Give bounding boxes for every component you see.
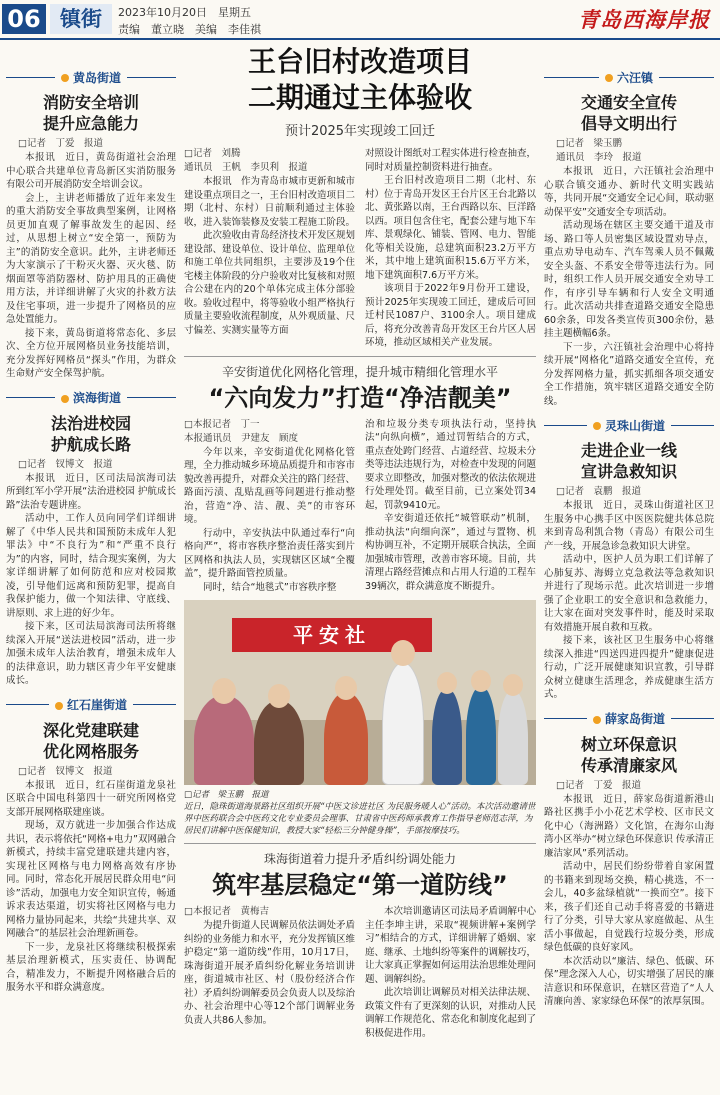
paragraph: 本报讯 作为青岛市城市更新和城市建设重点项目之一，王台旧村改造项目二期（北村、东村）日前顺利通过主体验收，进入装饰装修及安装工程施工阶段。 <box>184 176 356 228</box>
byline: □记者 袁鹏 报道 <box>556 486 641 497</box>
paragraph: 活动中，工作人员向同学们详细讲解了《中华人民共和国预防未成年人犯罪法》中“不良行为”和“严重不良行为”的内容，同时，结合现实案例，为大家详细讲解了如何防范和应对校园欺凌，引导他们远离和预防犯罪，提高自我保护能力，做一个知法律、守底线、讲原则、求上进的好少年。 <box>6 513 176 619</box>
paragraph: 下一步，龙泉社区将继续积极探索基层治理新模式，压实责任、协调配合，精准发力，不断提升网格融合后的服务水平和群众满意度。 <box>6 941 176 993</box>
paragraph: 本报讯 近日，区司法局滨海司法所到红军小学开展“法治进校园 护航成长路”法治专题讲座。 <box>6 472 176 511</box>
district-label: 黄岛街道 <box>6 68 176 86</box>
center-column <box>184 44 536 1095</box>
brief-title: 树立环保意识 传承清廉家风 <box>580 734 677 775</box>
paragraph: 本次活动以“廉洁、绿色、低碳、环保”理念深入人心，切实增强了居民的廉洁意识和环保意识，在辖区营造了“人人清廉向善、家家绿色环保”的浓厚氛围。 <box>544 955 714 1007</box>
brief-title: 消防安全培训 提升应急能力 <box>42 93 139 133</box>
third-story <box>184 843 536 1040</box>
paragraph: 对照设计图纸对工程实体进行检查抽查，同时对质量控制资料进行抽查。 <box>365 148 536 173</box>
news-photo <box>184 600 536 785</box>
district-label: 六汪镇 <box>544 68 714 86</box>
newspaper-logo: 青岛西海岸报 <box>578 7 710 32</box>
paragraph: 王台旧村改造项目二期（北村、东村）位于青岛开发区王台片区王台北路以北、黄张路以南，王台西路以东、巨洋路以西。项目包含住宅，配套公建与地下车库、景观绿化、铺装、管网、电力、智能化等相关设施，总建筑面积23.2万平方米，其中地上建筑面积15.6万平方米，地下建筑面积7.6万平方米。 <box>365 175 536 281</box>
district-label: 薛家岛街道 <box>544 710 714 728</box>
paragraph: 现场，双方就进一步加强合作达成共识，表示将依托“网格+电力”双网融合新模式，持续丰富党建联建共建内容，实现社区网格与电力网格高效有序协同。同时，常态化开展居民群众用电“问诊”活动，加强电力安全知识宣传，畅通诉求表达渠道，切实将社区网格与电力网格力量协同起来，共绘“共建共享、双网融合”的基层社会治理新画卷。 <box>6 820 176 939</box>
kicker: 辛安街道优化网格化管理，提升城市精细化管理水平 <box>221 364 498 379</box>
photo-caption: □记者 梁玉鹏 报道 近日，隐珠街道海景路社区组织开展“中医文诊进社区 为民服务暖人心”活动。本次活动邀请世界中医药联合会中医药文化专业委员会理事、甘肃省中医药师承教育工作指导老师范志萍，为居民们讲解中医保健知识，教授大家“轻松三分钟健身操”，手部按摩技巧。 <box>184 790 536 836</box>
headline: “六向发力”打造“净洁靓美” <box>208 383 512 412</box>
paragraph: 本报讯 近日，红石崖街道龙泉社区联合中国电科第四十一研究所网格党支部开展网格联建座谈。 <box>6 779 176 818</box>
paragraph: 辛安街道还依托“城管联动”机制，推动执法“向细向深”，通过与置物、机构协调互补，不定期开展联合执法，全面加强城市管理，改善市容环境。目前，共清理占路经营摊点和占用人行道的工程车39辆次，群众满意度不断提升。 <box>365 513 536 592</box>
paragraph: 本报讯 近日，薛家岛街道新港山路社区携手小小花艺术学校、区市民文化中心（海洲路）文化馆，在海尔山海湾小区举办“树立绿色环保意识 传承清正廉洁家风”系列活动。 <box>544 793 714 859</box>
paragraph: 本报讯 近日，黄岛街道社会治理中心联合共建单位青岛新区实消防服务有限公司开展消防安全培训会议。 <box>6 152 176 190</box>
brief-title: 深化党建联建 优化网格服务 <box>42 720 139 761</box>
paragraph: 本次培训邀请区司法局矛盾调解中心主任李坤主讲，采取“视频讲解+案例学习”相结合的方式，详细讲解了婚姻、家庭、继承、土地纠纷等案件的调解技巧，让大家真正掌握如何运用法治思维处理问题、调解纠纷。 <box>365 906 536 985</box>
byline: □记者 钗博文 报道 <box>18 765 113 777</box>
paragraph: 活动中，医护人员为职工们详解了心肺复苏、海姆立克急救法等急救知识并进行了现场示范。此次培训进一步增强了企业职工的安全意识和急救能力，让大家在面对突发事件时，能及时采取有效措施开展自救和互救。 <box>544 554 714 633</box>
paragraph: 本报讯 近日，灵珠山街道社区卫生服务中心携手区中医医院健共体总院来到青岛利凯合物（青岛）有限公司生产一线，开展急诊急救知识大讲堂。 <box>544 500 714 552</box>
paragraph: 接下来，该社区卫生服务中心将继续深入推进“四送四进四提升”健康促进行动，广泛开展健康知识宣教，引导群众树立健康生活理念，养成健康生活方式。 <box>544 635 714 700</box>
byline: □记者 丁爱 报道 <box>556 779 641 791</box>
district-label: 红石崖街道 <box>6 696 176 714</box>
kicker: 珠海街道着力提升矛盾纠纷调处能力 <box>263 852 456 866</box>
page-header <box>0 0 720 40</box>
right-column <box>544 60 714 1095</box>
byline: □本报记者 丁一 本报通讯员 尹建友 顾度 <box>184 418 299 444</box>
district-label: 滨海街道 <box>6 389 176 407</box>
district-label: 灵珠山街道 <box>544 416 714 434</box>
paragraph: 接下来，区司法局滨海司法所将继续深入开展“送法进校园”活动，进一步加强未成年人法治教育，增强未成年人的法律意识，助力辖区青少年平安健康成长。 <box>6 621 176 686</box>
paragraph: 为提升街道人民调解员依法调处矛盾纠纷的业务能力和水平，充分发挥镇区维护稳定“第一道防线”作用，10月17日，珠海街道开展矛盾纠纷化解业务培训讲座，街道城市社区、村（股份经济合作社）矛盾纠纷调解委员会负责人以及综治办、社会治理中心等12个部门调解业务负责人共86人参加。 <box>184 920 356 1026</box>
byline: □本报记者 黄梅吉 <box>184 906 269 917</box>
brief-article <box>6 68 176 381</box>
paragraph: 活动现场在辖区主要交通干道及市场、路口等人员密集区域设置劝导点，重点劝导电动车、汽车驾乘人员不佩戴安全头盔、不系安全带等违法行为。同时，组织工作人员开展交通安全劝导工作，有序引导车辆和行人安全文明通行。此次活动共排查道路交通安全隐患60余条，印发各类宣传页300余份，悬挂主题横幅6条。 <box>544 220 714 339</box>
subheadline: 预计2025年实现竣工回迁 <box>284 124 436 139</box>
paragraph: 此次验收由青岛经济技术开发区规划建设部、建设单位、设计单位、监理单位和施工单位共同组织，主要涉及19个住宅楼主体阶段的分户验收对比复核和对照合公建在内的20个单体完成主体分部验收。验收过程中，将等验收小组严格执行质量主要验收流程制度，从外观质量、尺寸偏差、实测实量等方面 <box>184 230 356 336</box>
brief-title: 走进企业一线 宣讲急救知识 <box>580 441 677 481</box>
paragraph: 此次培训让调解员对相关法律法规、政策文件有了更深刻的认识，对推动人民调解工作规范化、常态化和制度化起到了积极促进作用。 <box>365 987 536 1039</box>
brief-article <box>6 696 176 995</box>
byline: □记者 梁玉鹏 通讯员 李玲 报道 <box>556 138 642 163</box>
page-number: 06 <box>2 4 46 34</box>
headline-line-1: 王台旧村改造项目 <box>247 45 472 78</box>
paragraph: 今年以来，辛安街道优化网格化管理，全力推动城乡环境品质提升和市容市貌改善再提升，对群众关注的路门经营、路面污渍、乱贴乱画等问题进行推动整治，营造“净、洁、靓、美”的市容环境。 <box>184 446 356 525</box>
headline: 筑牢基层稳定“第一道防线” <box>212 871 508 899</box>
paragraph: 接下来，黄岛街道将常态化、多层次、全方位开展网格员业务技能培训，充分发挥好网格员“探头”作用，为群众生命财产安全保驾护航。 <box>6 327 176 379</box>
brief-article <box>544 710 714 1009</box>
byline: □记者 刘腾 通讯员 王帆 李贝利 报道 <box>184 148 308 173</box>
byline: □记者 钗博文 报道 <box>18 458 113 470</box>
editor-credits: 责编 董立晓 美编 李佳祺 <box>118 23 261 36</box>
headline-line-2: 二期通过主体验收 <box>247 81 472 114</box>
paragraph: 同时，结合“地毯式”市容秩序整 <box>203 581 337 593</box>
paragraph: 本报讯 近日，六汪镇社会治理中心联合镇交通办、新时代文明实践站等，共同开展“交通安全记心间，联动驱动保平安”交通安全专项活动。 <box>544 166 714 218</box>
brief-article <box>6 389 176 688</box>
left-column <box>6 60 176 1095</box>
issue-date: 2023年10月20日 星期五 <box>118 6 251 19</box>
brief-article <box>544 416 714 702</box>
section-name: 镇街 <box>50 4 112 34</box>
paragraph: 该项目于2022年9月份开工建设，预计2025年实现竣工回迁，建成后可回迁村民1087户、3100余人。项目建成后，将充分改善青岛开发区王台片区人居环境，推动区域相关产业发展。 <box>365 283 536 348</box>
second-story <box>184 356 536 838</box>
paragraph: 会上，主讲老师播放了近年来发生的重大消防安全事故典型案例，让网格员更加直观了解事故发生的起因、经过，从思想上树立“安全第一，预防为主”的消防安全意识。此外，主讲老师还为大家演示了干粉灭火器、灭火毯、防烟面罩等消防器材、防护用具的正确使用方法，并详细讲解了火灾的扑救方法及住宅事项，进一步提升了网格员的应急处置能力。 <box>6 192 176 325</box>
brief-title: 法治进校园 护航成长路 <box>50 413 131 454</box>
photo-banner: 平安社 <box>232 618 432 652</box>
paragraph: 行动中，辛安执法中队通过奉行“向格向严”，将市容秩序整治责任落实到片区网格和执法人员，实现辖区区域“全覆盖”，提升路面管控质量。 <box>184 527 355 579</box>
brief-title: 交通安全宣传 倡导文明出行 <box>580 93 677 133</box>
paragraph: 活动中，居民们纷纷带着自家闲置的书籍来到现场交换，精心挑选，不一会儿，40多盆绿植就“一换而空”。接下来，孩子们还自己动手将喜爱的书籍进行了分类，引导大家从家庭做起、从生活小事做起，自觉践行垃圾分类，形成绿色低碳的良好家风。 <box>544 861 714 953</box>
brief-article <box>544 68 714 408</box>
byline: □记者 丁爱 报道 <box>18 138 103 149</box>
lead-story <box>184 44 536 350</box>
paragraph: 下一步，六汪镇社会治理中心将持续开展“网格化”道路交通安全宣传，充分发挥网格力量，抓实抓细各项交通安全工作措施，筑牢辖区道路交通安全防线。 <box>544 341 714 407</box>
paragraph: 治和垃圾分类专项执法行动，坚持执法“向纵向横”，通过罚暂结合的方式，重点查处跨门经营、占道经营、垃圾未分类等违法违规行为，对检查中发现的问题要求立即整改，加强对整改的依法依规进行处理处罚。截至目前，已立案处罚34起，罚款9410元。 <box>365 418 536 511</box>
